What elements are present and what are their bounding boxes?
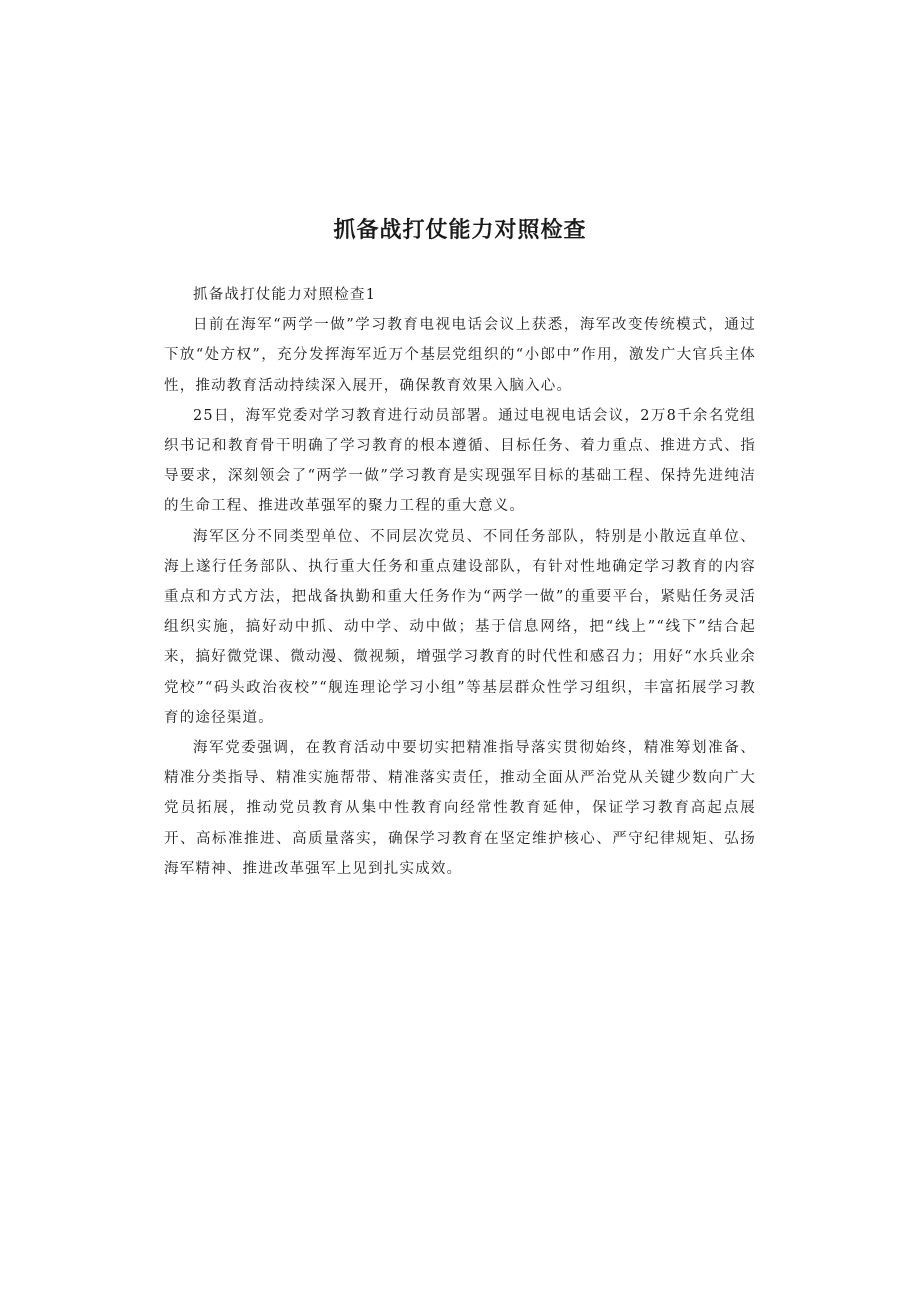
paragraph: 海军党委强调，在教育活动中要切实把精准指导落实贯彻始终，精准筹划准备、精准分类指导、精准实施帮带、精准落实责任，推动全面从严治党从关键少数向广大党员拓展，推动党员教育从集中性教育向经常性教育延伸，保证学习教育高起点展开、高标准推进、高质量落实，确保学习教育在坚定维护核心、严守纪律规矩、弘扬海军精神、推进改革强军上见到扎实成效。 (164, 740, 756, 877)
paragraph: 25日，海军党委对学习教育进行动员部署。通过电视电话会议，2万8千余名党组织书记和教育骨干明确了学习教育的根本遵循、目标任务、着力重点、推进方式、指导要求，深刻领会了“两学一做”学习教育是实现强军目标的基础工程、保持先进纯洁的生命工程、推进改革强军的聚力工程的重大意义。 (164, 407, 756, 515)
document-subtitle: 抓备战打仗能力对照检查1 (193, 287, 377, 303)
paragraph: 日前在海军“两学一做”学习教育电视电话会议上获悉，海军改变传统模式，通过下放“处方权”，充分发挥海军近万个基层党组织的“小郎中”作用，激发广大官兵主体性，推动教育活动持续深入展开，确保教育效果入脑入心。 (164, 317, 756, 394)
document-title: 抓备战打仗能力对照检查 (333, 218, 587, 243)
document-body (164, 280, 756, 884)
paragraph: 海军区分不同类型单位、不同层次党员、不同任务部队，特别是小散远直单位、海上遂行任务部队、执行重大任务和重点建设部队，有针对性地确定学习教育的内容重点和方式方法，把战备执勤和重大任务作为“两学一做”的重要平台，紧贴任务灵活组织实施，搞好动中抓、动中学、动中做；基于信息网络，把“线上”“线下”结合起来，搞好微党课、微动漫、微视频，增强学习教育的时代性和感召力；用好“水兵业余党校”“码头政治夜校”“舰连理论学习小组”等基层群众性学习组织，丰富拓展学习教育的途径渠道。 (164, 528, 756, 726)
